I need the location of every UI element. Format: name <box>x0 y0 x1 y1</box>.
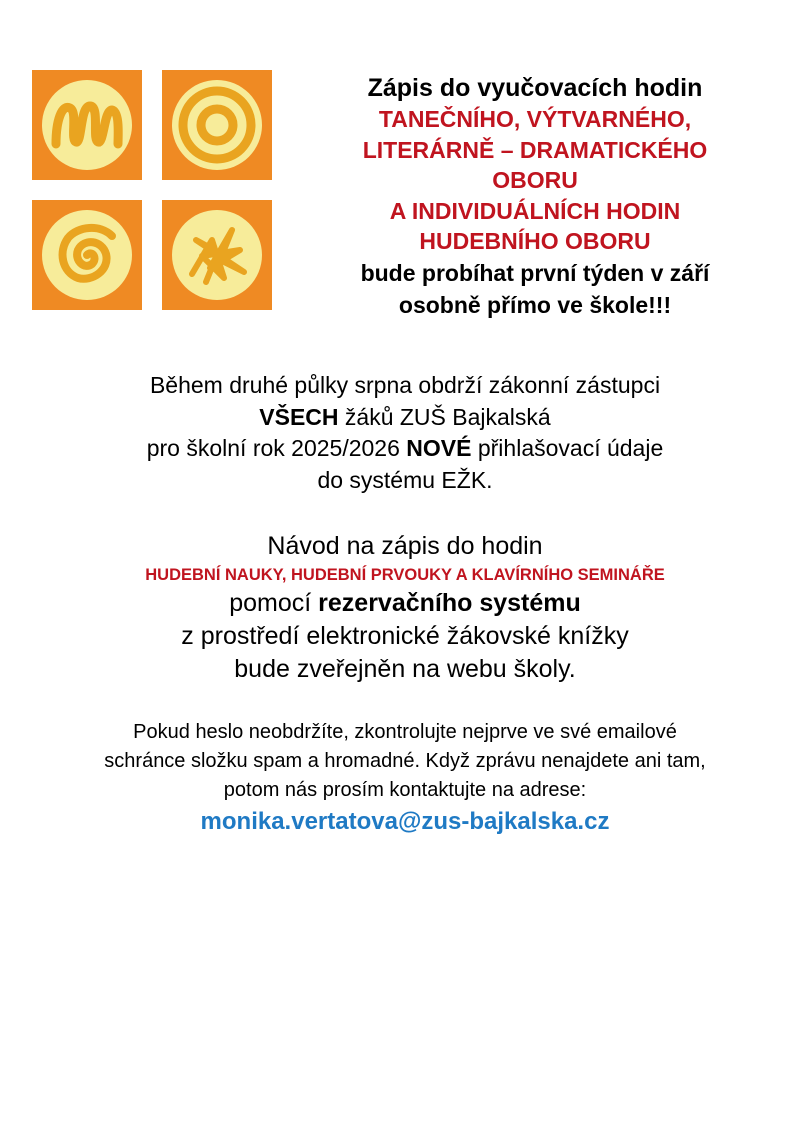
header-red-line: TANEČNÍHO, VÝTVARNÉHO, <box>378 106 692 132</box>
header-red-line: LITERÁRNĚ – DRAMATICKÉHO <box>362 136 708 163</box>
header-title: Zápis do vyučovacích hodin <box>367 74 703 102</box>
text-line: Návod na zápis do hodin <box>267 532 543 560</box>
bold-text: VŠECH <box>259 403 339 430</box>
text-line <box>0 587 810 620</box>
header-black-line: bude probíhat první týden v září <box>360 259 710 286</box>
text-line <box>0 433 810 465</box>
instructions-paragraph <box>0 530 810 686</box>
spiral-icon <box>32 200 142 310</box>
text-line: potom nás prosím kontaktujte na adrese: <box>223 779 587 801</box>
text-line: Pokud heslo neobdržíte, zkontrolujte nejprve ve své emailové <box>133 721 677 743</box>
scribble-icon <box>162 200 272 310</box>
text-line <box>0 402 810 434</box>
credentials-paragraph <box>0 370 810 496</box>
bold-text: rezervačního systému <box>318 589 581 617</box>
header-red-line: HUDEBNÍHO OBORU <box>419 228 651 254</box>
text-span: pomocí <box>229 589 319 617</box>
text-span: pro školní rok 2025/2026 <box>146 435 407 461</box>
enrollment-header <box>300 72 770 321</box>
subjects-line: HUDEBNÍ NAUKY, HUDEBNÍ PRVOUKY A KLAVÍRNÍHO SEMINÁŘE <box>145 566 665 584</box>
header-red-line: OBORU <box>492 167 578 193</box>
text-line: do systému EŽK. <box>317 466 493 493</box>
contact-paragraph <box>0 718 810 839</box>
text-line: schránce složku spam a hromadné. Když zprávu nenajdete ani tam, <box>104 750 706 772</box>
header-red-line: A INDIVIDUÁLNÍCH HODIN <box>389 197 681 224</box>
text-line: Během druhé půlky srpna obdrží zákonní zástupci <box>149 372 661 398</box>
text-line: bude zveřejněn na webu školy. <box>234 655 576 683</box>
text-line: z prostředí elektronické žákovské knížky <box>181 622 629 650</box>
wave-icon <box>32 70 142 180</box>
text-span: přihlašovací údaje <box>471 435 664 461</box>
bold-text: NOVÉ <box>406 435 472 461</box>
header-black-line: osobně přímo ve škole!!! <box>398 291 672 318</box>
text-span: žáků ZUŠ Bajkalská <box>338 403 551 430</box>
school-logo <box>32 70 274 310</box>
contact-email-link[interactable]: monika.vertatova@zus-bajkalska.cz <box>200 808 610 835</box>
target-icon <box>162 70 272 180</box>
